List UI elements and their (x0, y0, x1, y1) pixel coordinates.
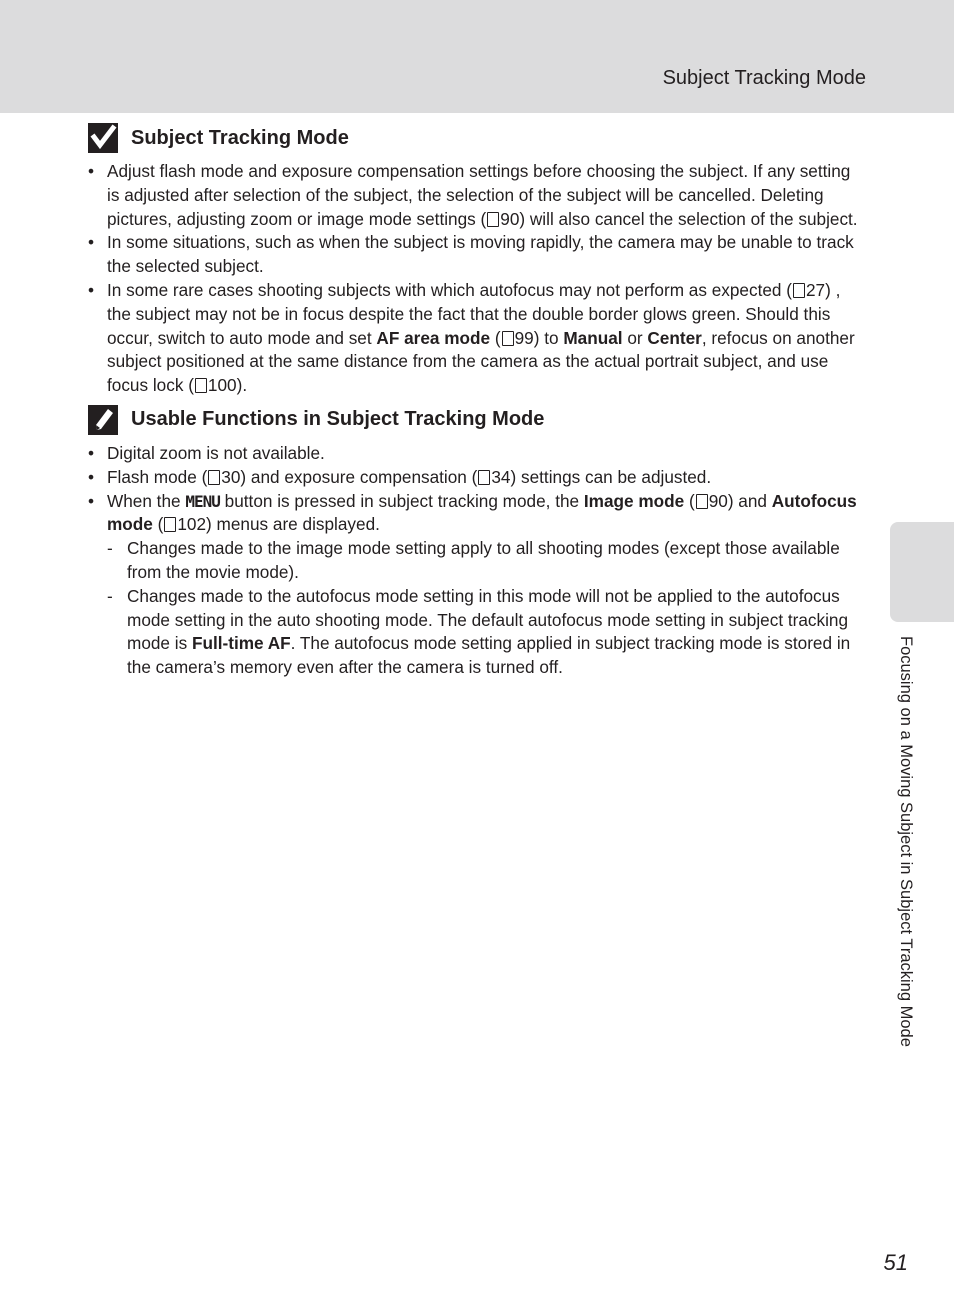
sub-list (107, 537, 866, 680)
list-item: • When the MENU button is pressed in subject tracking mode, the Image mode ( 90) and Autofocus mode ( 102) menus are displayed. - Changes made to the image mode setting apply to all shooting modes (except those available from the movie mode). - Changes made to the autofocus mode setting in this mode will not be applied to the autofocus mode setting in the auto shooting mode. The default autofocus mode setting in subject tracking mode is Full-time AF. The autofocus mode setting applied in subject tracking mode is stored in the camera’s memory even after the camera is turned off. (88, 490, 866, 680)
chapter-tab-label: Focusing on a Moving Subject in Subject Tracking Mode (897, 636, 915, 1047)
list-item: • Adjust flash mode and exposure compensation settings before choosing the subject. If any setting is adjusted after selection of the subject, the selection of the subject will be cancelled. Deleting pictures, adjusting zoom or image mode settings ( 90) will also cancel the selection of the subject. (88, 160, 866, 231)
section-heading-usable-functions (88, 404, 866, 436)
page-ref-icon (793, 283, 805, 298)
section-title: Usable Functions in Subject Tracking Mode (131, 408, 545, 431)
list-item: • Digital zoom is not available. (88, 442, 866, 466)
page-ref-icon (487, 212, 499, 227)
section-title: Subject Tracking Mode (131, 126, 349, 149)
list-item: • In some rare cases shooting subjects with which autofocus may not perform as expected ( 27) , the subject may not be in focus despite the fact that the double border glows green. Should this occur, switch to auto mode and set AF area mode ( 99) to Manual or Center, refocus on another subject positioned at the same distance from the camera as the actual portrait subject, and use focus lock ( 100). (88, 279, 866, 398)
list-item: • In some situations, such as when the subject is moving rapidly, the camera may be unable to track the selected subject. (88, 231, 866, 279)
page-ref-icon (478, 470, 490, 485)
sub-list-item: - Changes made to the autofocus mode setting in this mode will not be applied to the autofocus mode setting in the auto shooting mode. The default autofocus mode setting in subject tracking mode is Full-time AF. The autofocus mode setting applied in subject tracking mode is stored in the camera’s memory even after the camera is turned off. (107, 585, 866, 680)
pencil-note-icon (88, 405, 118, 435)
page-number: 51 (883, 1250, 908, 1275)
menu-button-icon: MENU (185, 491, 220, 511)
section-heading-subject-tracking (88, 122, 866, 154)
page-ref-icon (164, 517, 176, 532)
page-ref-icon (208, 470, 220, 485)
functions-list (88, 442, 866, 680)
caution-list (88, 160, 866, 398)
page-ref-icon (195, 378, 207, 393)
page-ref-icon (502, 331, 514, 346)
check-caution-icon (88, 123, 118, 153)
page-header-title: Subject Tracking Mode (662, 67, 866, 89)
page-ref-icon (696, 494, 708, 509)
header-band (0, 0, 954, 113)
page-content (88, 122, 866, 680)
sub-list-item: - Changes made to the image mode setting apply to all shooting modes (except those available from the movie mode). (107, 537, 866, 585)
list-item: • Flash mode ( 30) and exposure compensation ( 34) settings can be adjusted. (88, 466, 866, 490)
chapter-tab (890, 522, 954, 622)
